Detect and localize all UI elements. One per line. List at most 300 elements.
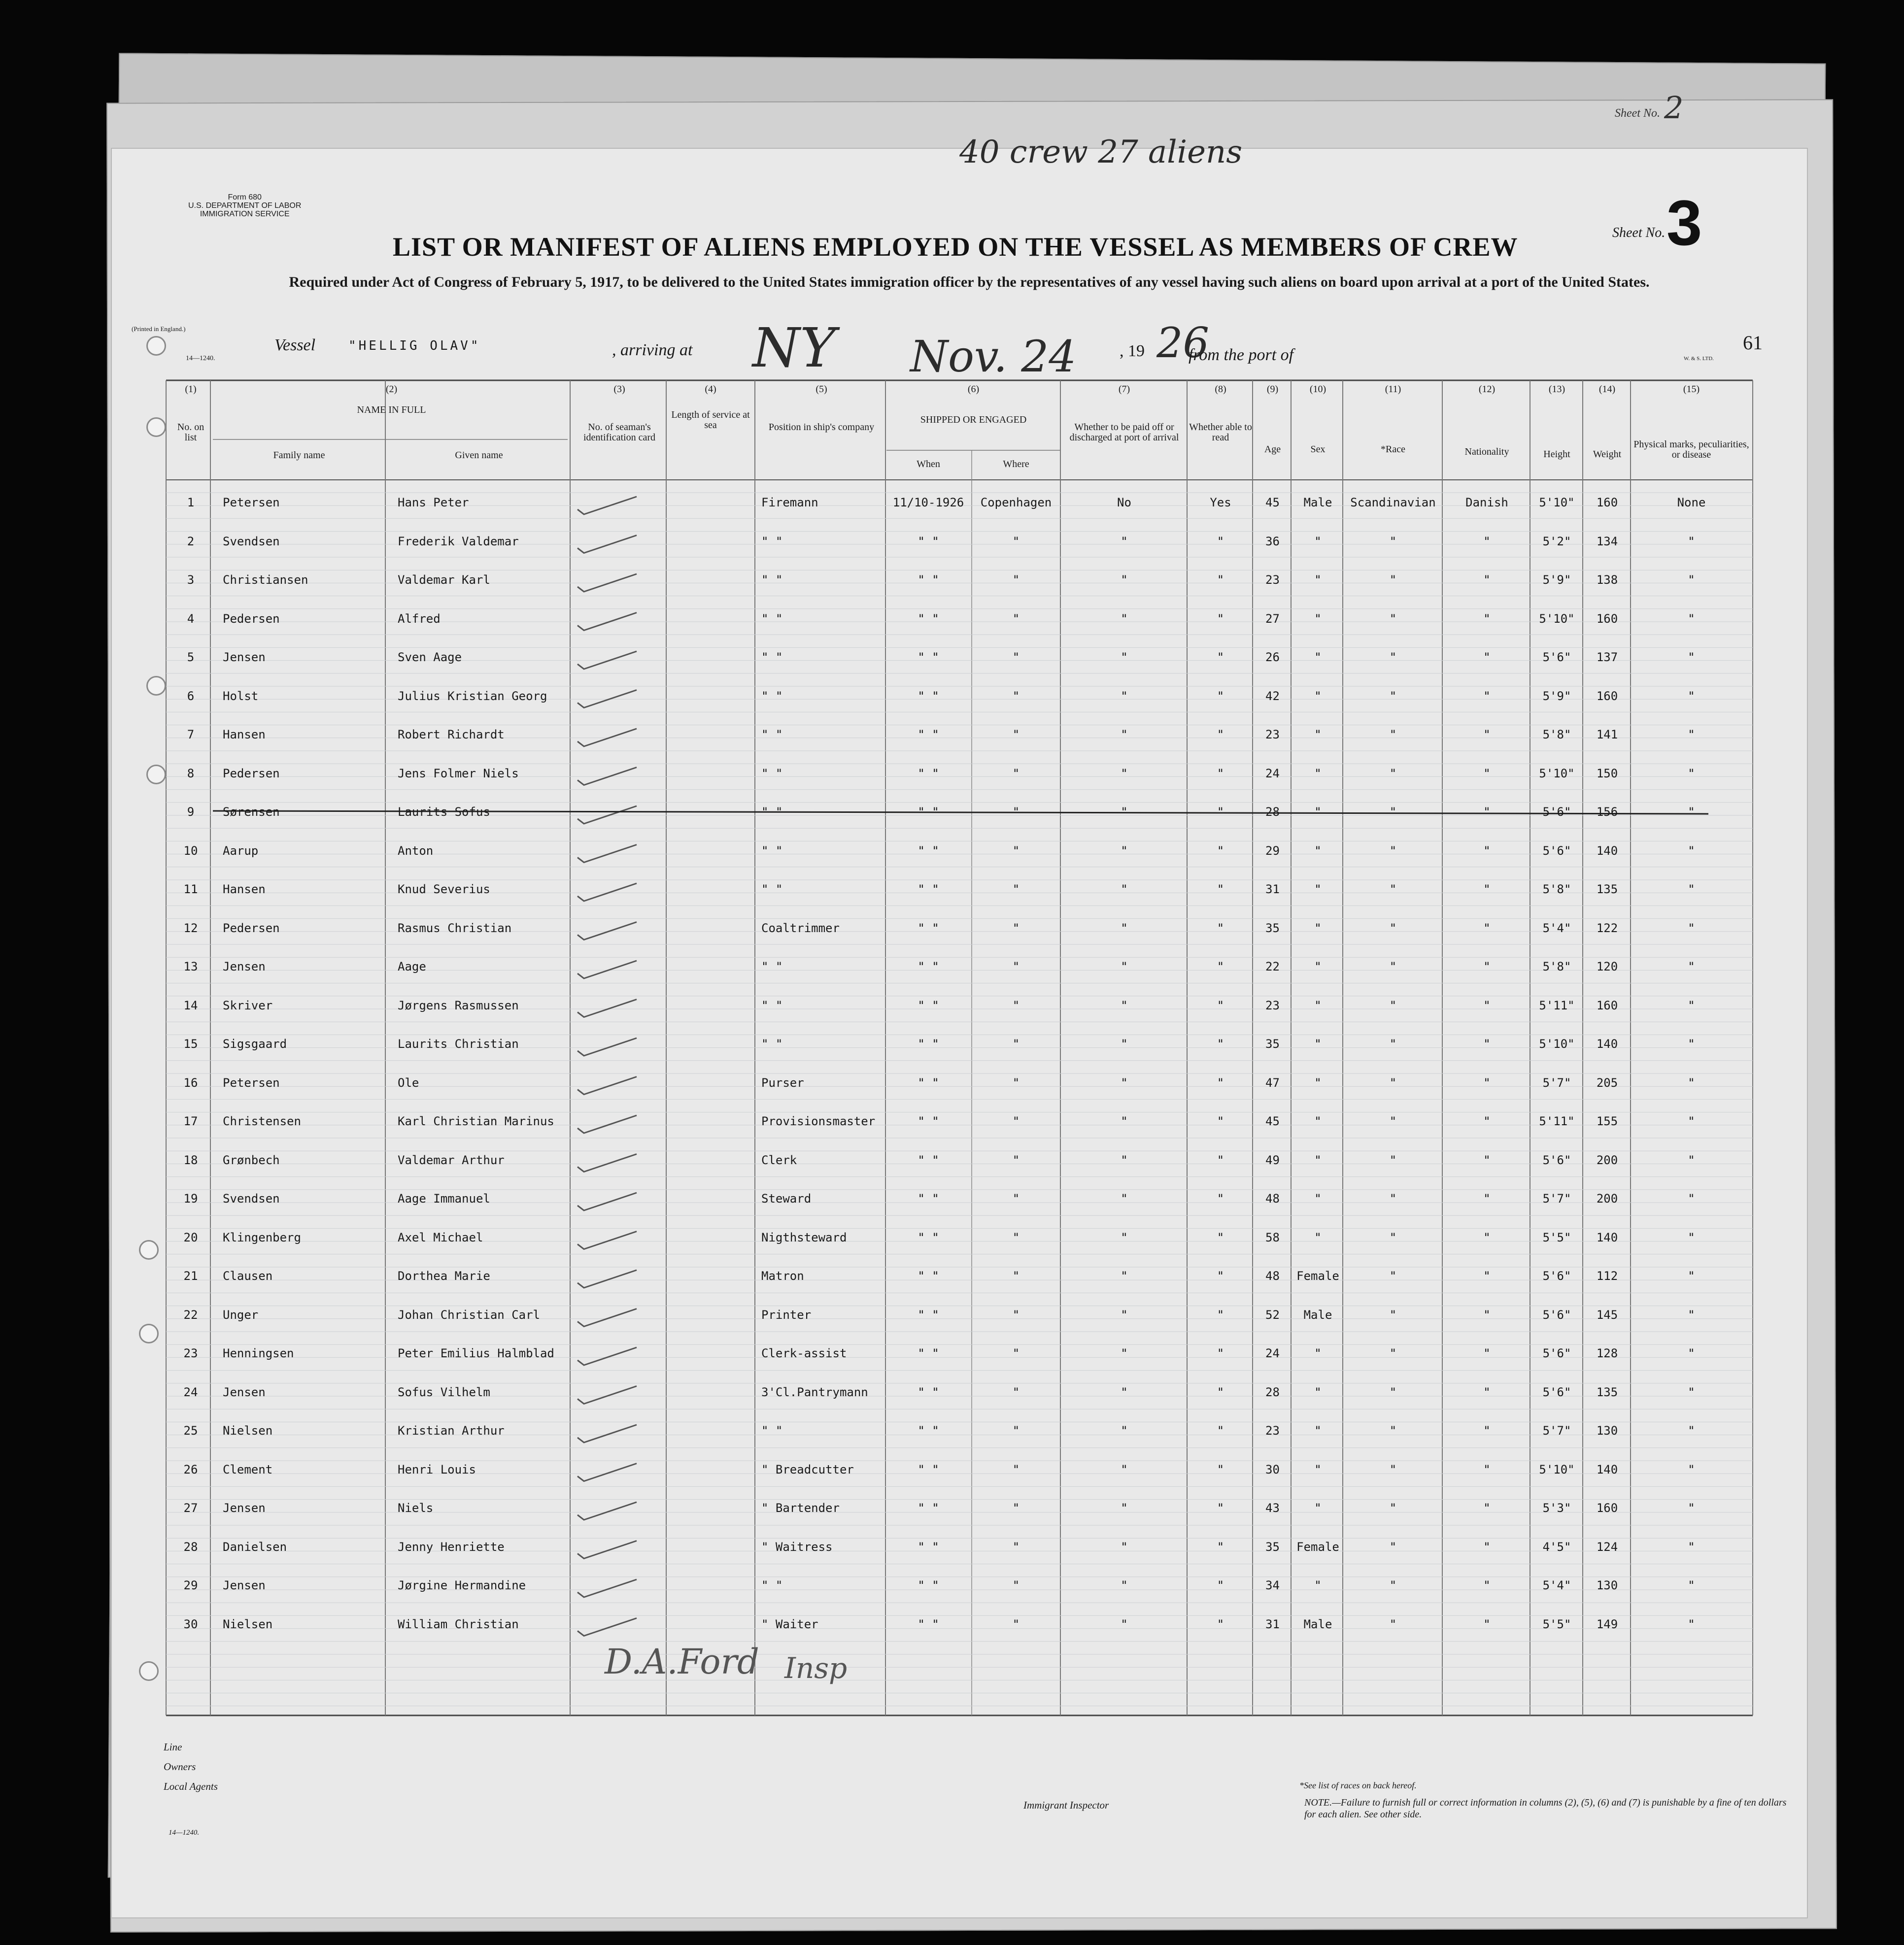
cell-age: 48 <box>1265 1269 1280 1283</box>
cell-height: 5'6" <box>1542 1346 1571 1360</box>
cell-marks: " <box>1688 728 1695 741</box>
cell-race: " <box>1389 1037 1397 1051</box>
cell-sex: " <box>1314 1346 1322 1360</box>
manifest-page <box>111 90 1808 1918</box>
cell-no: 8 <box>187 766 195 780</box>
cell-read: " <box>1217 611 1224 626</box>
cell-age: 35 <box>1265 1037 1280 1051</box>
column-number: (8) <box>1215 384 1226 395</box>
cell-position: " " <box>761 611 783 626</box>
table-row <box>112 919 1807 958</box>
cell-no: 11 <box>183 882 198 896</box>
cell-nationality: " <box>1483 1153 1491 1167</box>
cell-race: " <box>1389 534 1397 548</box>
cell-nationality: " <box>1483 921 1491 935</box>
cell-age: 45 <box>1265 1114 1280 1128</box>
cell-marks: " <box>1688 1308 1695 1322</box>
cell-sex: Female <box>1296 1540 1339 1554</box>
cell-weight: 156 <box>1596 805 1618 819</box>
cell-family: Hansen <box>223 882 266 896</box>
cell-family: Petersen <box>223 496 280 509</box>
cell-read: " <box>1217 1269 1224 1283</box>
cell-given: Laurits Sofus <box>398 805 490 819</box>
table-row <box>112 1112 1807 1151</box>
cell-sex: " <box>1314 650 1322 664</box>
cell-race: " <box>1389 650 1397 664</box>
cell-sex: " <box>1314 1153 1322 1167</box>
cell-read: " <box>1217 650 1224 664</box>
column-header: Whether to be paid off or discharged at port of arrival <box>1069 422 1179 443</box>
cell-when: " " <box>918 1424 939 1438</box>
cell-where: " <box>1012 882 1020 896</box>
cell-position: " " <box>761 650 783 664</box>
line-label: Line <box>164 1741 182 1753</box>
punch-hole-icon <box>146 417 166 437</box>
column-header: No. of seaman's identification card <box>583 422 656 443</box>
cell-weight: 150 <box>1596 766 1618 780</box>
table-row <box>112 1190 1807 1228</box>
cell-position: Printer <box>761 1308 812 1322</box>
cell-race: " <box>1389 1114 1397 1128</box>
cell-family: Henningsen <box>223 1346 294 1360</box>
column-number: (3) <box>613 384 625 395</box>
table-row <box>112 1344 1807 1383</box>
table-row <box>112 1538 1807 1576</box>
punch-hole-icon <box>139 1661 159 1681</box>
cell-paid: " <box>1121 1114 1128 1128</box>
cell-race: " <box>1389 1308 1397 1322</box>
cell-when: 11/10-1926 <box>892 496 964 509</box>
cell-paid: " <box>1121 960 1128 973</box>
cell-height: 5'7" <box>1542 1424 1571 1438</box>
cell-race: " <box>1389 766 1397 780</box>
cell-height: 5'8" <box>1542 882 1571 896</box>
table-row <box>112 610 1807 648</box>
cell-race: " <box>1389 805 1397 819</box>
cell-no: 3 <box>187 573 195 587</box>
cell-read: " <box>1217 1385 1224 1399</box>
cell-family: Sigsgaard <box>223 1037 287 1051</box>
cell-position: " " <box>761 573 783 587</box>
cell-where: " <box>1012 1037 1020 1051</box>
cell-where: " <box>1012 1501 1020 1515</box>
cell-height: 5'6" <box>1542 843 1571 858</box>
cell-no: 12 <box>183 921 198 935</box>
cell-sex: " <box>1314 960 1322 973</box>
cell-read: " <box>1217 843 1224 858</box>
cell-when: " " <box>918 1540 939 1554</box>
cell-height: 5'6" <box>1542 1269 1571 1283</box>
cell-given: Ole <box>398 1075 419 1090</box>
cell-paid: " <box>1121 611 1128 626</box>
cell-given: Sofus Vilhelm <box>398 1385 490 1399</box>
cell-race: " <box>1389 1501 1397 1515</box>
cell-age: 42 <box>1265 689 1280 703</box>
cell-position: " " <box>761 805 783 819</box>
cell-weight: 145 <box>1596 1308 1618 1322</box>
arrival-port: NY <box>752 316 836 379</box>
cell-weight: 140 <box>1596 1462 1618 1476</box>
table-row <box>112 1499 1807 1538</box>
cell-position: " " <box>761 882 783 896</box>
column-header: SHIPPED OR ENGAGED <box>920 414 1027 425</box>
cell-marks: " <box>1688 843 1695 858</box>
cell-family: Aarup <box>223 843 259 858</box>
cell-where: " <box>1012 1114 1020 1128</box>
cell-nationality: " <box>1483 843 1491 858</box>
from-port-label: from the port of <box>1189 346 1294 364</box>
cell-family: Sørensen <box>223 805 280 819</box>
cell-position: Clerk <box>761 1153 797 1167</box>
cell-height: 5'5" <box>1542 1230 1571 1244</box>
cell-sex: " <box>1314 1385 1322 1399</box>
cell-no: 16 <box>183 1075 198 1090</box>
cell-given: Karl Christian Marinus <box>398 1114 554 1128</box>
cell-nationality: " <box>1483 960 1491 973</box>
cell-paid: " <box>1121 1385 1128 1399</box>
table-row <box>112 958 1807 996</box>
cell-sex: " <box>1314 882 1322 896</box>
column-number: (2) <box>385 384 398 395</box>
cell-no: 21 <box>183 1269 198 1283</box>
cell-where: " <box>1012 960 1020 973</box>
cell-paid: " <box>1121 1230 1128 1244</box>
cell-weight: 122 <box>1596 921 1618 935</box>
cell-given: Henri Louis <box>398 1462 476 1476</box>
cell-weight: 130 <box>1596 1424 1618 1438</box>
cell-where: " <box>1012 534 1020 548</box>
cell-marks: " <box>1688 1385 1695 1399</box>
cell-no: 2 <box>187 534 195 548</box>
cell-nationality: " <box>1483 1462 1491 1476</box>
cell-no: 24 <box>183 1385 198 1399</box>
cell-paid: " <box>1121 882 1128 896</box>
cell-nationality: " <box>1483 882 1491 896</box>
cell-nationality: " <box>1483 1037 1491 1051</box>
cell-marks: " <box>1688 1153 1695 1167</box>
cell-nationality: " <box>1483 1424 1491 1438</box>
cell-height: 5'10" <box>1539 766 1575 780</box>
cell-age: 35 <box>1265 921 1280 935</box>
cell-height: 5'9" <box>1542 689 1571 703</box>
cell-read: " <box>1217 1192 1224 1206</box>
table-row <box>112 1461 1807 1499</box>
cell-read: " <box>1217 1540 1224 1554</box>
cell-sex: " <box>1314 1037 1322 1051</box>
cell-sex: Female <box>1296 1269 1339 1283</box>
cell-age: 28 <box>1265 805 1280 819</box>
cell-no: 1 <box>187 496 195 509</box>
cell-weight: 112 <box>1596 1269 1618 1283</box>
cell-race: " <box>1389 1540 1397 1554</box>
cell-age: 35 <box>1265 1540 1280 1554</box>
column-header: NAME IN FULL <box>357 404 426 415</box>
cell-race: " <box>1389 1385 1397 1399</box>
cell-read: " <box>1217 1617 1224 1631</box>
cell-paid: " <box>1121 1153 1128 1167</box>
cell-position: " " <box>761 998 783 1012</box>
cell-no: 15 <box>183 1037 198 1051</box>
cell-where: " <box>1012 843 1020 858</box>
cell-position: " Breadcutter <box>761 1462 854 1476</box>
printed-in-label: (Printed in England.) <box>132 325 186 333</box>
cell-position: Matron <box>761 1269 804 1283</box>
cell-read: " <box>1217 573 1224 587</box>
column-header: Weight <box>1593 449 1622 460</box>
cell-age: 24 <box>1265 766 1280 780</box>
cell-height: 5'6" <box>1542 1153 1571 1167</box>
cell-weight: 160 <box>1596 611 1618 626</box>
cell-race: " <box>1389 611 1397 626</box>
cell-marks: " <box>1688 1501 1695 1515</box>
cell-weight: 138 <box>1596 573 1618 587</box>
cell-nationality: " <box>1483 1114 1491 1128</box>
cell-height: 5'11" <box>1539 1114 1575 1128</box>
cell-nationality: " <box>1483 1346 1491 1360</box>
table-row <box>112 571 1807 609</box>
cell-marks: " <box>1688 805 1695 819</box>
cell-weight: 134 <box>1596 534 1618 548</box>
cell-position: " Waitress <box>761 1540 833 1554</box>
table-row <box>112 1615 1807 1654</box>
cell-family: Holst <box>223 689 259 703</box>
owners-label: Owners <box>164 1761 196 1773</box>
cell-when: " " <box>918 805 939 819</box>
cell-family: Clausen <box>223 1269 273 1283</box>
cell-family: Jensen <box>223 1578 266 1592</box>
cell-marks: " <box>1688 766 1695 780</box>
cell-paid: " <box>1121 921 1128 935</box>
cell-nationality: " <box>1483 766 1491 780</box>
cell-paid: " <box>1121 998 1128 1012</box>
cell-where: " <box>1012 998 1020 1012</box>
cell-race: " <box>1389 882 1397 896</box>
cell-where: " <box>1012 1617 1020 1631</box>
table-row <box>112 842 1807 880</box>
back-sheet-number: 2 <box>1664 90 1684 126</box>
cell-where: Copenhagen <box>980 496 1052 509</box>
cell-read: " <box>1217 921 1224 935</box>
cell-marks: " <box>1688 1075 1695 1090</box>
cell-when: " " <box>918 1192 939 1206</box>
cell-nationality: " <box>1483 1617 1491 1631</box>
cell-read: " <box>1217 534 1224 548</box>
cell-marks: " <box>1688 1346 1695 1360</box>
cell-where: " <box>1012 1230 1020 1244</box>
cell-family: Clement <box>223 1462 273 1476</box>
cell-nationality: " <box>1483 1230 1491 1244</box>
cell-nationality: " <box>1483 1308 1491 1322</box>
cell-where: " <box>1012 611 1020 626</box>
cell-position: Clerk-assist <box>761 1346 847 1360</box>
table-row <box>112 726 1807 764</box>
cell-age: 23 <box>1265 1424 1280 1438</box>
cell-nationality: Danish <box>1465 496 1508 509</box>
cell-nationality: " <box>1483 1269 1491 1283</box>
cell-paid: " <box>1121 805 1128 819</box>
cell-family: Jensen <box>223 960 266 973</box>
cell-read: " <box>1217 766 1224 780</box>
cell-marks: " <box>1688 1540 1695 1554</box>
cell-no: 29 <box>183 1578 198 1592</box>
cell-sex: Male <box>1303 1308 1332 1322</box>
cell-read: " <box>1217 1346 1224 1360</box>
cell-position: " Waiter <box>761 1617 818 1631</box>
cell-weight: 200 <box>1596 1153 1618 1167</box>
cell-given: Kristian Arthur <box>398 1424 505 1438</box>
cell-read: " <box>1217 728 1224 741</box>
cell-sex: Male <box>1303 1617 1332 1631</box>
immigrant-inspector-label: Immigrant Inspector <box>1023 1799 1109 1811</box>
cell-paid: " <box>1121 534 1128 548</box>
cell-nationality: " <box>1483 728 1491 741</box>
cell-age: 48 <box>1265 1192 1280 1206</box>
cell-paid: " <box>1121 1617 1128 1631</box>
cell-height: 5'6" <box>1542 1308 1571 1322</box>
cell-family: Nielsen <box>223 1424 273 1438</box>
cell-paid: " <box>1121 1308 1128 1322</box>
cell-given: Johan Christian Carl <box>398 1308 540 1322</box>
column-header: Position in ship's company <box>768 422 875 433</box>
cell-given: Knud Severius <box>398 882 490 896</box>
cell-where: " <box>1012 805 1020 819</box>
table-row <box>112 648 1807 687</box>
cell-race: " <box>1389 1346 1397 1360</box>
cell-sex: " <box>1314 573 1322 587</box>
column-number: (10) <box>1309 384 1326 395</box>
cell-paid: " <box>1121 650 1128 664</box>
cell-family: Pedersen <box>223 611 280 626</box>
cell-height: 5'3" <box>1542 1501 1571 1515</box>
cell-when: " " <box>918 1308 939 1322</box>
cell-position: Provisionsmaster <box>761 1114 876 1128</box>
cell-read: " <box>1217 1578 1224 1592</box>
cell-marks: " <box>1688 882 1695 896</box>
cell-marks: " <box>1688 1037 1695 1051</box>
cell-height: 5'10" <box>1539 611 1575 626</box>
cell-when: " " <box>918 1075 939 1090</box>
cell-weight: 128 <box>1596 1346 1618 1360</box>
cell-height: 4'5" <box>1542 1540 1571 1554</box>
cell-position: " " <box>761 1578 783 1592</box>
cell-age: 34 <box>1265 1578 1280 1592</box>
cell-when: " " <box>918 766 939 780</box>
cell-no: 20 <box>183 1230 198 1244</box>
table-row <box>112 765 1807 803</box>
cell-paid: " <box>1121 1462 1128 1476</box>
cell-sex: " <box>1314 728 1322 741</box>
cell-paid: " <box>1121 689 1128 703</box>
cell-when: " " <box>918 1462 939 1476</box>
cell-age: 27 <box>1265 611 1280 626</box>
cell-position: Firemann <box>761 496 818 509</box>
cell-sex: " <box>1314 1462 1322 1476</box>
cell-read: " <box>1217 805 1224 819</box>
cell-family: Jensen <box>223 1385 266 1399</box>
cell-read: " <box>1217 1501 1224 1515</box>
column-header: Sex <box>1310 444 1326 455</box>
cell-age: 47 <box>1265 1075 1280 1090</box>
cell-family: Klingenberg <box>223 1230 301 1244</box>
cell-marks: " <box>1688 1269 1695 1283</box>
column-number: (5) <box>816 384 827 395</box>
cell-where: " <box>1012 921 1020 935</box>
cell-sex: " <box>1314 766 1322 780</box>
cell-no: 19 <box>183 1192 198 1206</box>
column-number: (9) <box>1266 384 1279 395</box>
table-row <box>112 1383 1807 1422</box>
cell-race: " <box>1389 689 1397 703</box>
cell-when: " " <box>918 1114 939 1128</box>
cell-family: Jensen <box>223 650 266 664</box>
table-row <box>112 880 1807 919</box>
cell-position: " " <box>761 728 783 741</box>
cell-marks: " <box>1688 998 1695 1012</box>
cell-race: " <box>1389 1578 1397 1592</box>
vessel-name: "HELLIG OLAV" <box>348 338 481 353</box>
table-row <box>112 1422 1807 1460</box>
crew-count-note: 40 crew 27 aliens <box>959 134 1243 170</box>
cell-height: 5'8" <box>1542 960 1571 973</box>
cell-read: " <box>1217 689 1224 703</box>
cell-sex: " <box>1314 1075 1322 1090</box>
punch-hole-icon <box>139 1240 159 1260</box>
cell-age: 43 <box>1265 1501 1280 1515</box>
cell-weight: 137 <box>1596 650 1618 664</box>
punch-hole-icon <box>146 676 166 696</box>
cell-nationality: " <box>1483 1385 1491 1399</box>
column-number: (7) <box>1118 384 1130 395</box>
column-number: (4) <box>705 384 716 395</box>
cell-given: Alfred <box>398 611 441 626</box>
cell-read: " <box>1217 1424 1224 1438</box>
cell-sex: " <box>1314 611 1322 626</box>
cell-race: Scandinavian <box>1350 496 1436 509</box>
cell-family: Pedersen <box>223 766 280 780</box>
table-row <box>112 1267 1807 1306</box>
cell-marks: " <box>1688 1424 1695 1438</box>
cell-given: Laurits Christian <box>398 1037 519 1051</box>
cell-weight: 140 <box>1596 1230 1618 1244</box>
local-agents-label: Local Agents <box>164 1780 218 1792</box>
cell-height: 5'5" <box>1542 1617 1571 1631</box>
cell-when: " " <box>918 1230 939 1244</box>
cell-paid: " <box>1121 766 1128 780</box>
cell-age: 36 <box>1265 534 1280 548</box>
column-header: Height <box>1543 449 1570 460</box>
race-note: *See list of races on back hereof. <box>1299 1780 1417 1790</box>
cell-weight: 160 <box>1596 1501 1618 1515</box>
cell-race: " <box>1389 1153 1397 1167</box>
cell-given: Aage <box>398 960 426 973</box>
table-row <box>112 1074 1807 1112</box>
cell-nationality: " <box>1483 611 1491 626</box>
cell-race: " <box>1389 921 1397 935</box>
cell-paid: " <box>1121 1501 1128 1515</box>
cell-where: " <box>1012 1462 1020 1476</box>
cell-sex: " <box>1314 1192 1322 1206</box>
cell-given: Aage Immanuel <box>398 1192 490 1206</box>
cell-race: " <box>1389 1462 1397 1476</box>
sheet-label: Sheet No. <box>1612 225 1666 240</box>
cell-position: Nigthsteward <box>761 1230 847 1244</box>
cell-position: " " <box>761 534 783 548</box>
cell-age: 23 <box>1265 573 1280 587</box>
cell-when: " " <box>918 534 939 548</box>
cell-sex: " <box>1314 805 1322 819</box>
cell-when: " " <box>918 998 939 1012</box>
cell-sex: " <box>1314 1230 1322 1244</box>
